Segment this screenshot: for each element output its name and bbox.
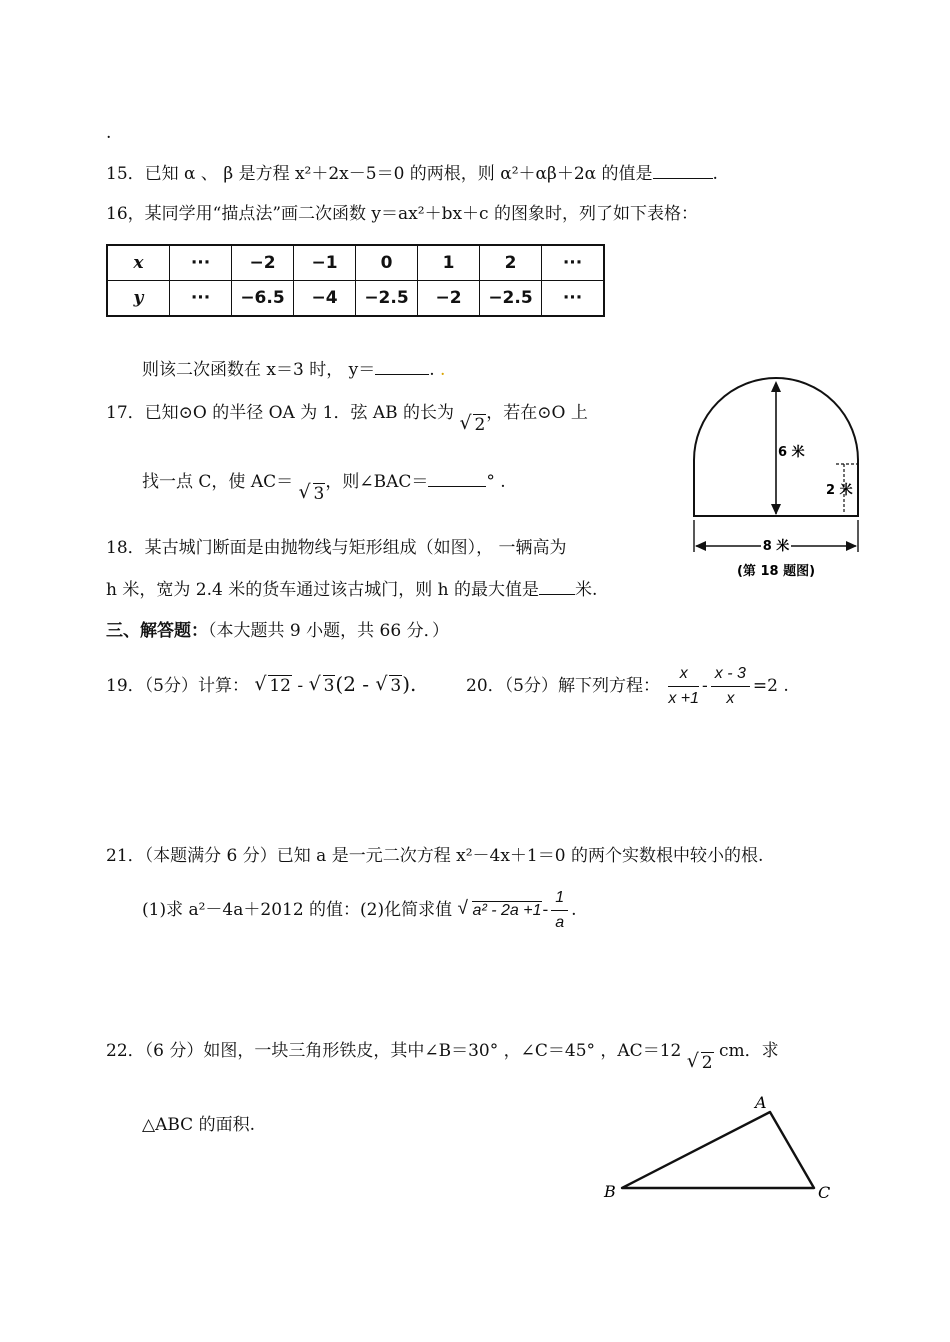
height-label: 6 米: [778, 445, 805, 460]
q21-text-b: (1)求 a²－4a＋2012 的值：(2)化简求值: [142, 900, 453, 920]
table-cell: ···: [542, 281, 605, 317]
q21-sqrt: [458, 887, 543, 935]
side-label: 2 米: [826, 483, 853, 498]
q20-f2-denominator: x: [726, 690, 735, 707]
q15-end: .: [712, 164, 718, 184]
q19-close: ).: [402, 672, 417, 696]
arrowhead-down: [771, 504, 781, 515]
table-cell: −2.5: [356, 281, 418, 317]
table-cell: −2: [418, 281, 480, 317]
q19-sqrt3b-radicand: 3: [390, 676, 402, 696]
table-cell-x-label: x: [107, 245, 170, 281]
q21-end: .: [571, 900, 577, 920]
question-21-line1: [106, 845, 763, 867]
q17-text-a: 17．已知⊙O 的半径 OA 为 1．弦 AB 的长为: [106, 403, 455, 423]
table-cell: 2: [480, 245, 542, 281]
table-cell: ···: [170, 245, 232, 281]
q21-frac-numerator: 1: [551, 886, 568, 911]
q18-text-b: h 米，宽为 2.4 米的货车通过该古城门，则 h 的最大值是: [106, 580, 539, 600]
q20-minus: -: [702, 676, 708, 696]
q19-sqrt12-radicand: 12: [269, 676, 291, 696]
table-cell: −2.5: [480, 281, 542, 317]
q20-f2-numerator: x - 3: [711, 662, 750, 687]
arrowhead-right: [846, 541, 857, 551]
top-mark: .: [106, 123, 112, 143]
q20-f1-numerator: x: [668, 662, 699, 687]
q17-text-d: ，则∠BAC＝: [325, 472, 429, 492]
q19-sqrt12: [254, 675, 292, 697]
stray-dot: .: [434, 360, 446, 380]
q19-minus: -: [292, 676, 309, 696]
q21-sqrt-radicand: a² - 2a +1: [472, 902, 542, 919]
table-cell: ···: [542, 245, 605, 281]
q16-end: .: [429, 360, 435, 380]
q22-text-a: 22．（6 分）如图，一块三角形铁皮，其中∠B＝30° ，∠C＝45° ，AC＝12: [106, 1041, 682, 1061]
table-cell: 0: [356, 245, 418, 281]
q22-triangle-figure: [598, 1084, 848, 1208]
question-20: [466, 662, 789, 711]
q15-text: 已知 α 、 β 是方程 x²＋2x－5＝0 的两根，则 α²＋αβ＋2α 的值是: [144, 164, 653, 184]
q17-sqrt3: [299, 483, 326, 505]
arrowhead-left: [695, 541, 706, 551]
q18-gate-figure: [686, 376, 876, 582]
q16-followup: [142, 358, 445, 381]
table-cell: −4: [294, 281, 356, 317]
question-17-line2: [142, 470, 506, 504]
table-cell: ···: [170, 281, 232, 317]
vertex-b-label: B: [604, 1182, 616, 1201]
q19-prefix: 19．（5分）计算：: [106, 676, 249, 696]
q17-answer-blank[interactable]: [428, 470, 486, 487]
section-3-note: （本大题共 9 小题，共 66 分．）: [208, 621, 450, 641]
q20-fraction-2: [711, 662, 750, 711]
table-row-y: [107, 281, 604, 317]
arrowhead-up: [771, 381, 781, 392]
width-label: 8 米: [762, 539, 790, 554]
q21-text-a: 21．（本题满分 6 分）已知 a 是一元二次方程 x²－4x＋1＝0 的两个实数根中较小的根.: [106, 846, 764, 866]
q17-text-b: ，若在⊙O 上: [486, 403, 588, 423]
q22-sqrt2-radicand: 2: [701, 1053, 713, 1073]
q22-text-c: △ABC 的面积.: [142, 1115, 255, 1135]
vertex-c-label: C: [818, 1183, 831, 1202]
question-21-line2: [142, 886, 577, 935]
table-cell: −2: [232, 245, 294, 281]
question-18-line1: [106, 537, 567, 559]
q22-sqrt2: [687, 1052, 714, 1074]
section-3-header: [106, 620, 449, 642]
q20-prefix: 20．（5分）解下列方程：: [466, 676, 660, 696]
q15-answer-blank[interactable]: [653, 162, 713, 179]
question-18-line2: [106, 578, 597, 601]
q17-text-c: 找一点 C，使 AC＝: [142, 472, 294, 492]
table-cell: −6.5: [232, 281, 294, 317]
vertex-a-label: A: [755, 1093, 767, 1112]
q15-number: 15．: [106, 164, 145, 184]
q22-text-b: cm．求: [718, 1041, 779, 1061]
table-cell: 1: [418, 245, 480, 281]
q19-sqrt3b: [375, 675, 402, 697]
q16-value-table: [106, 244, 605, 317]
q20-fraction-1: [668, 662, 699, 711]
q16-number: 16，: [106, 204, 145, 224]
q17-sqrt2-radicand: 2: [474, 415, 486, 435]
question-22-line1: [106, 1040, 779, 1073]
table-cell-y-label: y: [107, 281, 170, 317]
q16-followup-text: 则该二次函数在 x＝3 时， y＝: [142, 360, 376, 380]
q21-frac-denominator: a: [555, 914, 565, 931]
triangle-abc: [622, 1112, 814, 1188]
table-row-x: [107, 245, 604, 281]
q21-minus: -: [542, 900, 549, 920]
q20-tail: =2 .: [752, 676, 789, 696]
q17-end: ° .: [486, 472, 506, 492]
q17-sqrt3-radicand: 3: [313, 484, 325, 504]
question-16: [106, 203, 698, 225]
section-3-title: 三、解答题：: [106, 621, 208, 641]
question-15: [106, 162, 718, 185]
q19-sqrt3-radicand: 3: [323, 676, 335, 696]
q19-sqrt3: [309, 675, 336, 697]
q20-f1-denominator: x +1: [668, 690, 700, 707]
q18-answer-blank[interactable]: [539, 578, 575, 595]
q21-fraction: [551, 886, 568, 935]
q16-answer-blank[interactable]: [375, 358, 429, 375]
q19-paren: (2 -: [335, 672, 376, 696]
q17-sqrt2: [459, 414, 486, 436]
q18-end: 米.: [574, 580, 598, 600]
table-cell: −1: [294, 245, 356, 281]
q16-text: 某同学用“描点法”画二次函数 y＝ax²＋bx＋c 的图象时，列了如下表格：: [144, 204, 698, 224]
question-22-line2: [142, 1114, 255, 1136]
question-19: [106, 673, 416, 697]
question-17-line1: [106, 402, 588, 435]
q18-text-a: 18．某古城门断面是由抛物线与矩形组成（如图）， 一辆高为: [106, 538, 567, 558]
figure-caption: (第 18 题图): [736, 564, 816, 579]
